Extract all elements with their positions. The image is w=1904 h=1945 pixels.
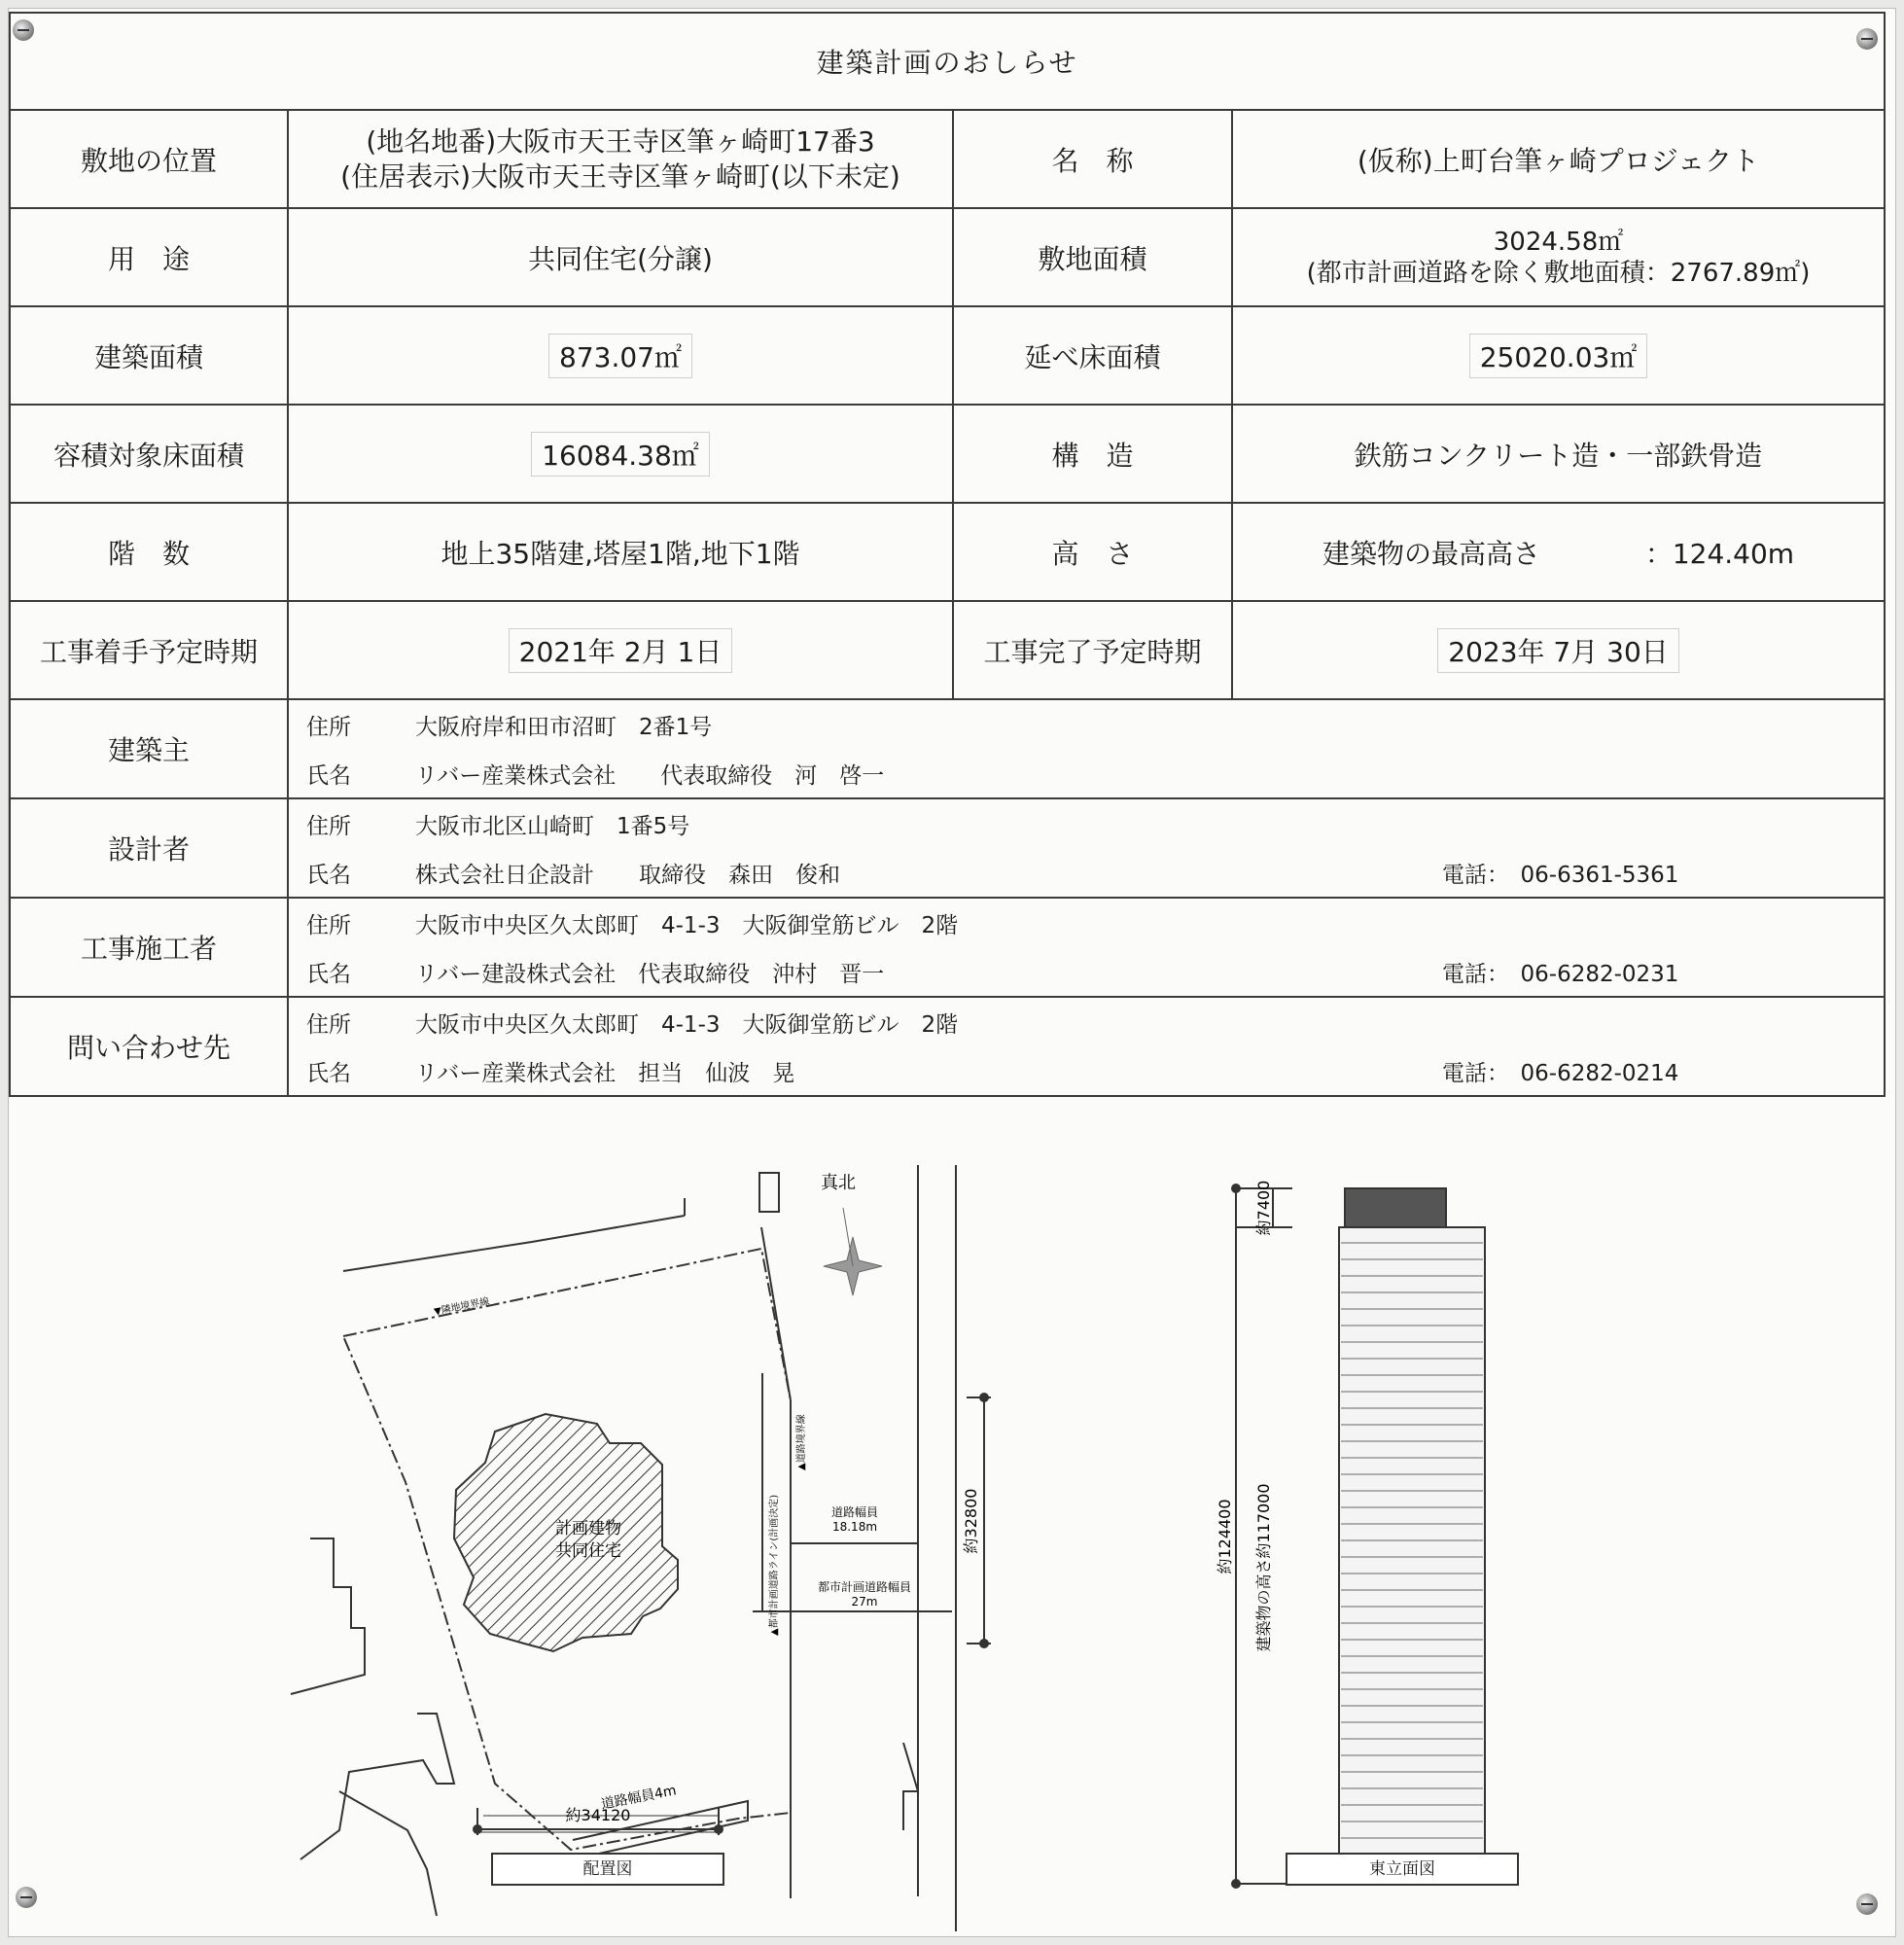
value-total-floor-area: 25020.03㎡ [1469, 334, 1648, 378]
value-floors: 地上35階建,塔屋1階,地下1階 [288, 503, 953, 601]
max-height-value: ：124.40m [1644, 537, 1795, 570]
label-name: 名 称 [953, 110, 1232, 208]
owner-address: 大阪府岸和田市沼町 2番1号 [415, 714, 713, 740]
value-structure: 鉄筋コンクリート造・一部鉄骨造 [1232, 405, 1885, 503]
contact-details [288, 997, 1885, 1096]
contact-name: リバー産業株式会社 担当 仙波 晃 [415, 1060, 795, 1086]
label-site-location: 敷地の位置 [10, 110, 288, 208]
designer-address: 大阪市北区山崎町 1番5号 [415, 813, 690, 839]
building-label-2: 共同住宅 [555, 1541, 621, 1561]
contact-name-key: 氏名 [306, 1060, 351, 1086]
max-height-label: 建築物の最高高さ [1322, 537, 1540, 570]
label-owner: 建築主 [10, 699, 288, 798]
north-label: 真北 [821, 1173, 856, 1193]
road-width-label: 道路幅員 [830, 1505, 879, 1519]
north-arrow-icon [824, 1208, 882, 1295]
value-start-date: 2021年 2月 1日 [509, 628, 733, 673]
planned-road-value: 27m [851, 1595, 878, 1609]
rooftop-structure [1345, 1188, 1446, 1227]
designer-name: 株式会社日企設計 取締役 森田 俊和 [415, 862, 840, 888]
site-lot-number: (地名地番)大阪市天王寺区筆ヶ崎町17番3 [366, 124, 875, 158]
neighbor-boundary-label: ▼隣地境界線 [433, 1296, 491, 1318]
value-far-floor-area: 16084.38㎡ [531, 432, 710, 477]
drawings-svg [9, 1091, 1884, 1931]
value-completion-date: 2023年 7月 30日 [1437, 628, 1679, 673]
contact-tel: 電話： 06-6282-0214 [1442, 1060, 1679, 1086]
label-building-area: 建築面積 [10, 306, 288, 405]
elevation-top-dimension: 約7400 [1254, 1180, 1273, 1236]
label-structure: 構 造 [953, 405, 1232, 503]
label-floors: 階 数 [10, 503, 288, 601]
site-address: (住居表示)大阪市天王寺区筆ヶ崎町(以下未定) [340, 159, 900, 193]
notice-table [9, 12, 1886, 1097]
north-neighbor-wall [343, 1216, 685, 1271]
elevation-total-dimension: 約124400 [1216, 1499, 1234, 1574]
road-width-value: 18.18m [831, 1520, 878, 1534]
value-site-area [1232, 208, 1885, 306]
road-boundary-label: ▲道路境界線 [796, 1414, 807, 1470]
value-use: 共同住宅(分譲) [288, 208, 953, 306]
site-area-net: (都市計画道路を除く敷地面積：2767.89㎡) [1306, 258, 1811, 288]
site-plan-caption: 配置図 [491, 1853, 724, 1886]
building-label-1: 計画建物 [555, 1519, 621, 1538]
north-structure [759, 1173, 779, 1212]
notice-title: 建築計画のおしらせ [10, 13, 1885, 110]
value-site-location [288, 110, 953, 208]
horizontal-dimension: 約34120 [565, 1806, 631, 1824]
label-use: 用 途 [10, 208, 288, 306]
contractor-address-key: 住所 [306, 912, 351, 938]
vertical-dimension: 約32800 [962, 1488, 980, 1554]
owner-name-key: 氏名 [306, 762, 351, 789]
value-project-name: (仮称)上町台筆ヶ崎プロジェクト [1232, 110, 1885, 208]
designer-tel: 電話： 06-6361-5361 [1442, 862, 1679, 888]
value-height [1232, 503, 1885, 601]
owner-address-key: 住所 [306, 714, 351, 740]
designer-details [288, 798, 1885, 898]
label-completion-date: 工事完了予定時期 [953, 601, 1232, 699]
contact-address: 大阪市中央区久太郎町 4-1-3 大阪御堂筋ビル 2階 [415, 1011, 959, 1038]
label-total-floor-area: 延べ床面積 [953, 306, 1232, 405]
site-area-total: 3024.58㎡ [1493, 227, 1624, 257]
elevation-caption: 東立面図 [1286, 1853, 1519, 1886]
site-plan [291, 1165, 991, 1931]
planned-road-line-label: ▲都市計画道路ライン(計画決定) [769, 1494, 780, 1636]
contractor-name-key: 氏名 [306, 961, 351, 987]
label-contractor: 工事施工者 [10, 898, 288, 997]
label-contact: 問い合わせ先 [10, 997, 288, 1096]
contractor-name: リバー建設株式会社 代表取締役 沖村 晋一 [415, 961, 885, 987]
contractor-details [288, 898, 1885, 997]
designer-address-key: 住所 [306, 813, 351, 839]
drawings-area [9, 1091, 1884, 1931]
planned-road-label: 都市計画道路幅員 [817, 1580, 912, 1594]
contractor-address: 大阪市中央区久太郎町 4-1-3 大阪御堂筋ビル 2階 [415, 912, 959, 938]
elevation-body-dimension: 建築物の高さ約117000 [1254, 1483, 1273, 1652]
contractor-tel: 電話： 06-6282-0231 [1442, 961, 1679, 987]
label-far-floor-area: 容積対象床面積 [10, 405, 288, 503]
contact-address-key: 住所 [306, 1011, 351, 1038]
designer-name-key: 氏名 [306, 862, 351, 888]
label-site-area: 敷地面積 [953, 208, 1232, 306]
value-building-area: 873.07㎡ [548, 334, 692, 378]
label-start-date: 工事着手予定時期 [10, 601, 288, 699]
owner-details [288, 699, 1885, 798]
label-designer: 設計者 [10, 798, 288, 898]
owner-name: リバー産業株式会社 代表取締役 河 啓一 [415, 762, 885, 789]
label-height: 高 さ [953, 503, 1232, 601]
south-road-label: 道路幅員4m [599, 1783, 678, 1813]
